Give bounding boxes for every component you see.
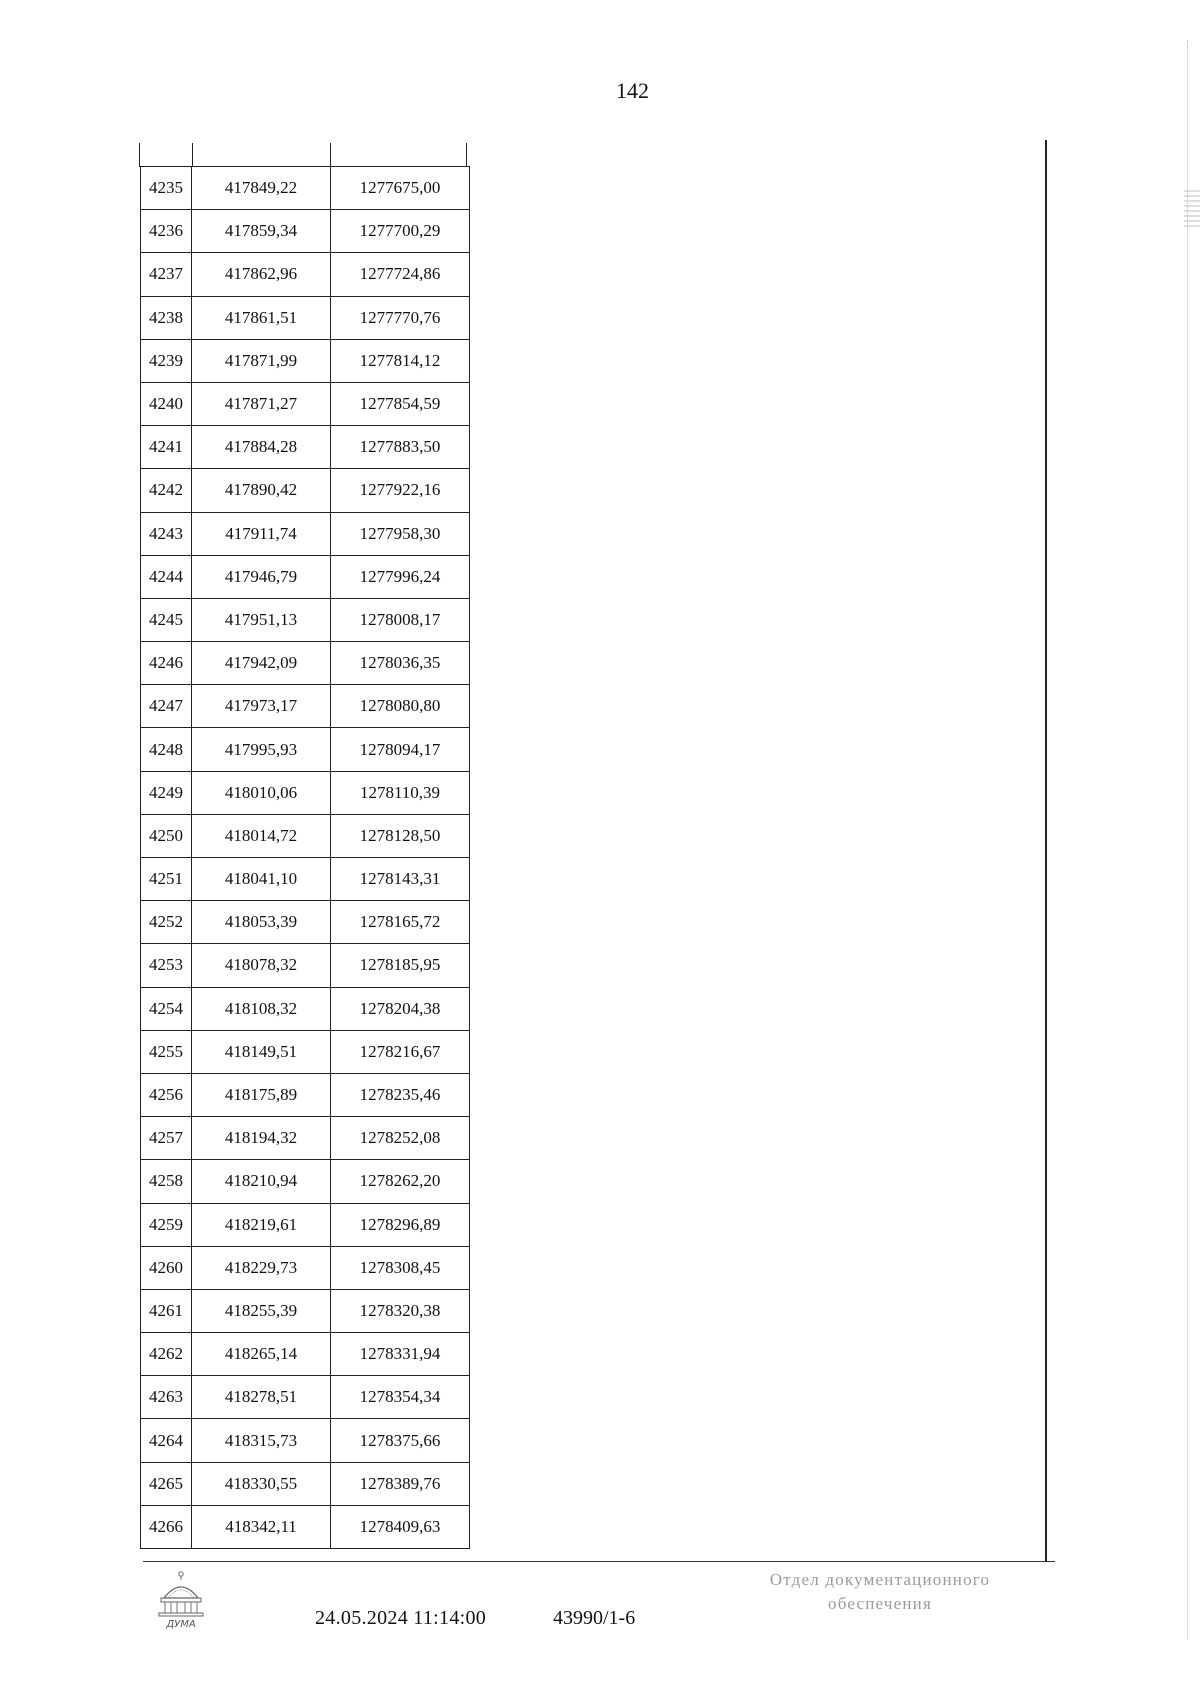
page-number: 142 [616,78,649,103]
y-coordinate-cell: 1278409,63 [331,1505,470,1548]
point-number-cell: 4257 [141,1117,192,1160]
x-coordinate-cell: 417884,28 [192,426,331,469]
table-row [141,814,470,857]
x-coordinate-cell: 417862,96 [192,253,331,296]
y-coordinate-cell: 1278354,34 [331,1376,470,1419]
y-coordinate-cell: 1277883,50 [331,426,470,469]
y-coordinate-cell: 1278128,50 [331,814,470,857]
table-row [141,1505,470,1548]
coordinates-table-body [141,167,470,1549]
point-number-cell: 4244 [141,555,192,598]
table-row [141,598,470,641]
y-coordinate-cell: 1278296,89 [331,1203,470,1246]
point-number-cell: 4242 [141,469,192,512]
x-coordinate-cell: 417871,27 [192,382,331,425]
x-coordinate-cell: 418342,11 [192,1505,331,1548]
department-stamp [720,1568,1040,1616]
x-coordinate-cell: 418108,32 [192,987,331,1030]
x-coordinate-cell: 417849,22 [192,167,331,210]
y-coordinate-cell: 1278185,95 [331,944,470,987]
scan-edge-marks [1187,40,1192,1640]
stamp-line-2: обеспечения [828,1594,932,1613]
point-number-cell: 4247 [141,685,192,728]
x-coordinate-cell: 417951,13 [192,598,331,641]
point-number-cell: 4248 [141,728,192,771]
x-coordinate-cell: 418175,89 [192,1073,331,1116]
x-coordinate-cell: 418265,14 [192,1333,331,1376]
x-coordinate-cell: 417911,74 [192,512,331,555]
coordinates-table [140,166,470,1549]
y-coordinate-cell: 1277958,30 [331,512,470,555]
x-coordinate-cell: 418315,73 [192,1419,331,1462]
table-row [141,987,470,1030]
table-row [141,1203,470,1246]
footer-registration-number: 43990/1-6 [553,1607,636,1629]
y-coordinate-cell: 1278262,20 [331,1160,470,1203]
x-coordinate-cell: 418330,55 [192,1462,331,1505]
point-number-cell: 4240 [141,382,192,425]
table-row [141,469,470,512]
point-number-cell: 4263 [141,1376,192,1419]
point-number-cell: 4241 [141,426,192,469]
table-row [141,771,470,814]
x-coordinate-cell: 418229,73 [192,1246,331,1289]
y-coordinate-cell: 1278110,39 [331,771,470,814]
scan-edge-smudge [1184,190,1200,230]
table-row [141,1073,470,1116]
y-coordinate-cell: 1278080,80 [331,685,470,728]
point-number-cell: 4235 [141,167,192,210]
point-number-cell: 4238 [141,296,192,339]
stamp-line-1: Отдел документационного [769,1570,991,1589]
y-coordinate-cell: 1278320,38 [331,1289,470,1332]
y-coordinate-cell: 1277854,59 [331,382,470,425]
y-coordinate-cell: 1278165,72 [331,901,470,944]
column-stub [330,143,331,167]
y-coordinate-cell: 1277770,76 [331,296,470,339]
x-coordinate-cell: 417973,17 [192,685,331,728]
point-number-cell: 4249 [141,771,192,814]
table-row [141,1376,470,1419]
x-coordinate-cell: 418194,32 [192,1117,331,1160]
y-coordinate-cell: 1278235,46 [331,1073,470,1116]
table-row [141,642,470,685]
point-number-cell: 4266 [141,1505,192,1548]
duma-logo-icon [150,1568,212,1630]
table-row [141,512,470,555]
table-row [141,426,470,469]
table-row [141,858,470,901]
y-coordinate-cell: 1278389,76 [331,1462,470,1505]
table-row [141,210,470,253]
x-coordinate-cell: 418041,10 [192,858,331,901]
point-number-cell: 4265 [141,1462,192,1505]
x-coordinate-cell: 418014,72 [192,814,331,857]
table-row [141,1030,470,1073]
x-coordinate-cell: 418010,06 [192,771,331,814]
point-number-cell: 4250 [141,814,192,857]
table-row [141,901,470,944]
table-row [141,555,470,598]
point-number-cell: 4262 [141,1333,192,1376]
x-coordinate-cell: 417861,51 [192,296,331,339]
x-coordinate-cell: 417942,09 [192,642,331,685]
y-coordinate-cell: 1278094,17 [331,728,470,771]
table-row [141,1117,470,1160]
x-coordinate-cell: 417890,42 [192,469,331,512]
frame-right-border [1045,140,1047,1562]
y-coordinate-cell: 1277996,24 [331,555,470,598]
point-number-cell: 4260 [141,1246,192,1289]
y-coordinate-cell: 1278204,38 [331,987,470,1030]
y-coordinate-cell: 1278216,67 [331,1030,470,1073]
x-coordinate-cell: 417946,79 [192,555,331,598]
table-row [141,944,470,987]
point-number-cell: 4264 [141,1419,192,1462]
column-stub [466,143,467,167]
table-row [141,339,470,382]
x-coordinate-cell: 417871,99 [192,339,331,382]
x-coordinate-cell: 418219,61 [192,1203,331,1246]
table-row [141,1419,470,1462]
x-coordinate-cell: 417859,34 [192,210,331,253]
point-number-cell: 4258 [141,1160,192,1203]
y-coordinate-cell: 1277675,00 [331,167,470,210]
point-number-cell: 4261 [141,1289,192,1332]
point-number-cell: 4237 [141,253,192,296]
x-coordinate-cell: 418149,51 [192,1030,331,1073]
table-column-stubs [0,143,1200,167]
table-row [141,1333,470,1376]
point-number-cell: 4239 [141,339,192,382]
point-number-cell: 4245 [141,598,192,641]
point-number-cell: 4254 [141,987,192,1030]
x-coordinate-cell: 418278,51 [192,1376,331,1419]
table-row [141,167,470,210]
y-coordinate-cell: 1278375,66 [331,1419,470,1462]
y-coordinate-cell: 1277814,12 [331,339,470,382]
x-coordinate-cell: 418053,39 [192,901,331,944]
y-coordinate-cell: 1278036,35 [331,642,470,685]
y-coordinate-cell: 1278308,45 [331,1246,470,1289]
y-coordinate-cell: 1278252,08 [331,1117,470,1160]
table-row [141,253,470,296]
point-number-cell: 4256 [141,1073,192,1116]
column-stub [139,143,140,167]
column-stub [192,143,193,167]
table-row [141,685,470,728]
y-coordinate-cell: 1278331,94 [331,1333,470,1376]
point-number-cell: 4251 [141,858,192,901]
point-number-cell: 4259 [141,1203,192,1246]
y-coordinate-cell: 1277922,16 [331,469,470,512]
table-row [141,1289,470,1332]
y-coordinate-cell: 1277700,29 [331,210,470,253]
y-coordinate-cell: 1277724,86 [331,253,470,296]
logo-text: ДУМА [166,1619,196,1630]
x-coordinate-cell: 418255,39 [192,1289,331,1332]
table-row [141,1246,470,1289]
table-row [141,382,470,425]
table-row [141,1160,470,1203]
point-number-cell: 4246 [141,642,192,685]
y-coordinate-cell: 1278008,17 [331,598,470,641]
frame-bottom-border [143,1561,1055,1562]
table-row [141,728,470,771]
footer-datetime: 24.05.2024 11:14:00 [315,1607,487,1629]
table-row [141,296,470,339]
x-coordinate-cell: 418078,32 [192,944,331,987]
x-coordinate-cell: 418210,94 [192,1160,331,1203]
point-number-cell: 4255 [141,1030,192,1073]
x-coordinate-cell: 417995,93 [192,728,331,771]
point-number-cell: 4236 [141,210,192,253]
point-number-cell: 4243 [141,512,192,555]
y-coordinate-cell: 1278143,31 [331,858,470,901]
point-number-cell: 4253 [141,944,192,987]
point-number-cell: 4252 [141,901,192,944]
table-row [141,1462,470,1505]
